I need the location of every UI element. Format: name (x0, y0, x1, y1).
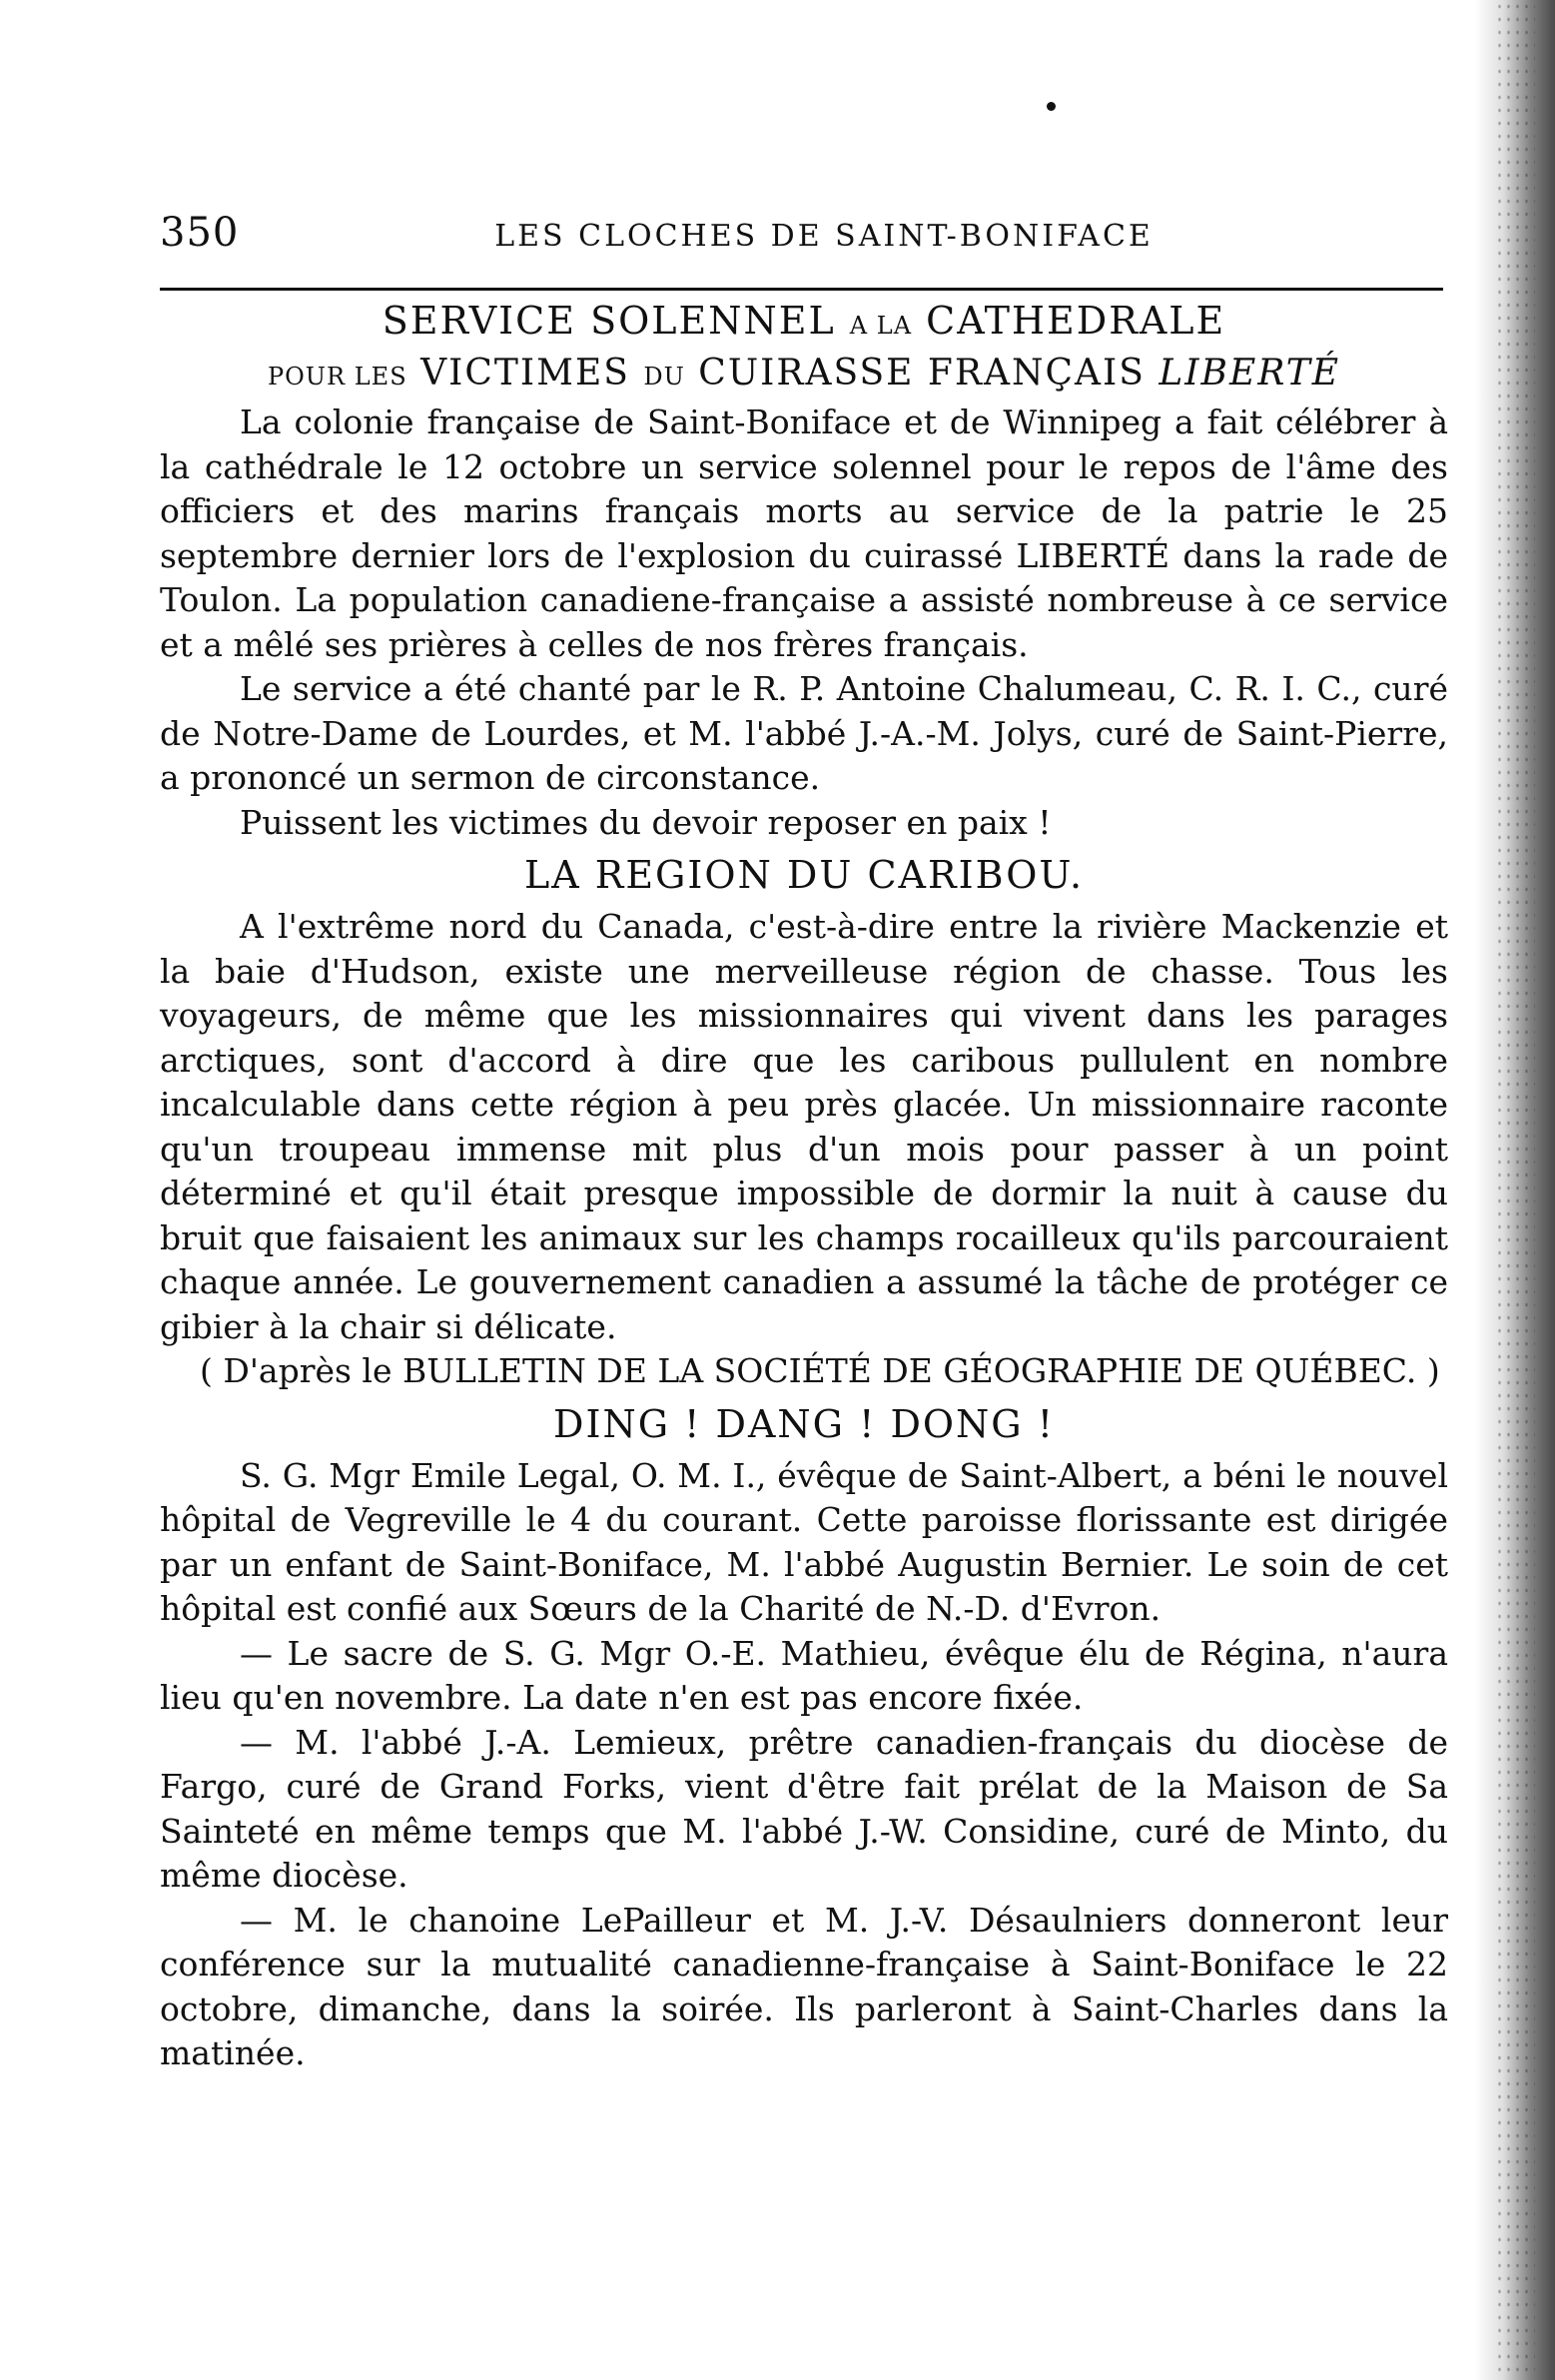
section1-subtitle-b: VICTIMES (420, 353, 630, 394)
section2-source: ( D'après le BULLETIN DE LA SOCIÉTÉ DE GÉOGRAPHIE DE QUÉBEC. ) (200, 1351, 1440, 1390)
section1-title (160, 297, 1448, 350)
header-rule (160, 288, 1443, 291)
section3-paragraph: — M. l'abbé J.-A. Lemieux, prêtre canadien-français du diocèse de Fargo, curé de Grand Forks, vient d'être fait prélat de la Maison de Sa Sainteté en même temps que M. l'abbé J.-W. Considine, curé de Minto, du même diocèse. (160, 1722, 1448, 1895)
ink-dot (1047, 102, 1056, 111)
section1-paragraph: Le service a été chanté par le R. P. Antoine Chalumeau, C. R. I. C., curé de Notre-Dame de Lourdes, et M. l'abbé J.-A.-M. Jolys, curé de Saint-Pierre, a prononcé un sermon de circonstance. (160, 669, 1448, 797)
section1-subtitle-c: DU (643, 363, 685, 391)
section1-paragraph: La colonie française de Saint-Boniface et de Winnipeg a fait célébrer à la cathédrale le 12 octobre un service solennel pour le repos de l'âme des officiers et des marins français morts au service de la patrie le 25 septembre dernier lors de l'explosion du cuirassé LIBERTÉ dans la rade de Toulon. La population canadiene-française a assisté nombreuse à ce service et a mêlé ses prières à celles de nos frères français. (160, 402, 1448, 664)
section2-paragraph: A l'extrême nord du Canada, c'est-à-dire entre la rivière Mackenzie et la baie d'Hudson, existe une merveilleuse région de chasse. Tous les voyageurs, de même que les missionnaires qui vivent dans les parages arctiques, sont d'accord à dire que les caribous pullulent en nombre incalculable dans cette région à peu près glacée. Un missionnaire raconte qu'un troupeau immense mit plus d'un mois pour passer à un point déterminé et qu'il était presque impossible de dormir la nuit à cause du bruit que faisaient les animaux sur les champs rocailleux qu'ils parcouraient chaque année. Le gouvernement canadien a assumé la tâche de protéger ce gibier à la chair si délicate. (160, 907, 1448, 1346)
page-edge-specks (1495, 0, 1535, 2380)
section1-title-b: A LA (849, 312, 913, 340)
section1-subtitle-d: CUIRASSE FRANÇAIS (698, 353, 1146, 394)
page-header (160, 210, 1448, 270)
section2-title: LA REGION DU CARIBOU. (523, 853, 1085, 897)
section3-paragraph: — Le sacre de S. G. Mgr O.-E. Mathieu, évêque élu de Régina, n'aura lieu qu'en novembre. La date n'en est pas encore fixée. (160, 1633, 1448, 1717)
section1-subtitle-e: LIBERTÉ (1159, 353, 1340, 394)
section1-title-a: SERVICE SOLENNEL (382, 299, 836, 343)
section1-title-c: CATHEDRALE (926, 299, 1226, 343)
section1-paragraph: Puissent les victimes du devoir reposer en paix ! (240, 802, 1052, 842)
section3-paragraph: — M. le chanoine LePailleur et M. J.-V. Désaulniers donneront leur conférence sur la mutualité canadienne-française à Saint-Boniface le 22 octobre, dimanche, dans la soirée. Ils parleront à Saint-Charles dans la matinée. (160, 1900, 1448, 2072)
section1-subtitle (160, 350, 1448, 400)
section3-paragraph: S. G. Mgr Emile Legal, O. M. I., évêque de Saint-Albert, a béni le nouvel hôpital de Vegreville le 4 du courant. Cette paroisse florissante est dirigée par un enfant de Saint-Boniface, M. l'abbé Augustin Bernier. Le soin de cet hôpital est confié aux Sœurs de la Charité de N.-D. d'Evron. (160, 1455, 1448, 1628)
section3-title: DING ! DANG ! DONG ! (552, 1401, 1056, 1446)
section1-subtitle-a: POUR LES (267, 363, 407, 391)
page-column (160, 210, 1448, 2076)
page-number: 350 (160, 210, 240, 256)
running-head: LES CLOCHES DE SAINT-BONIFACE (494, 219, 1154, 254)
